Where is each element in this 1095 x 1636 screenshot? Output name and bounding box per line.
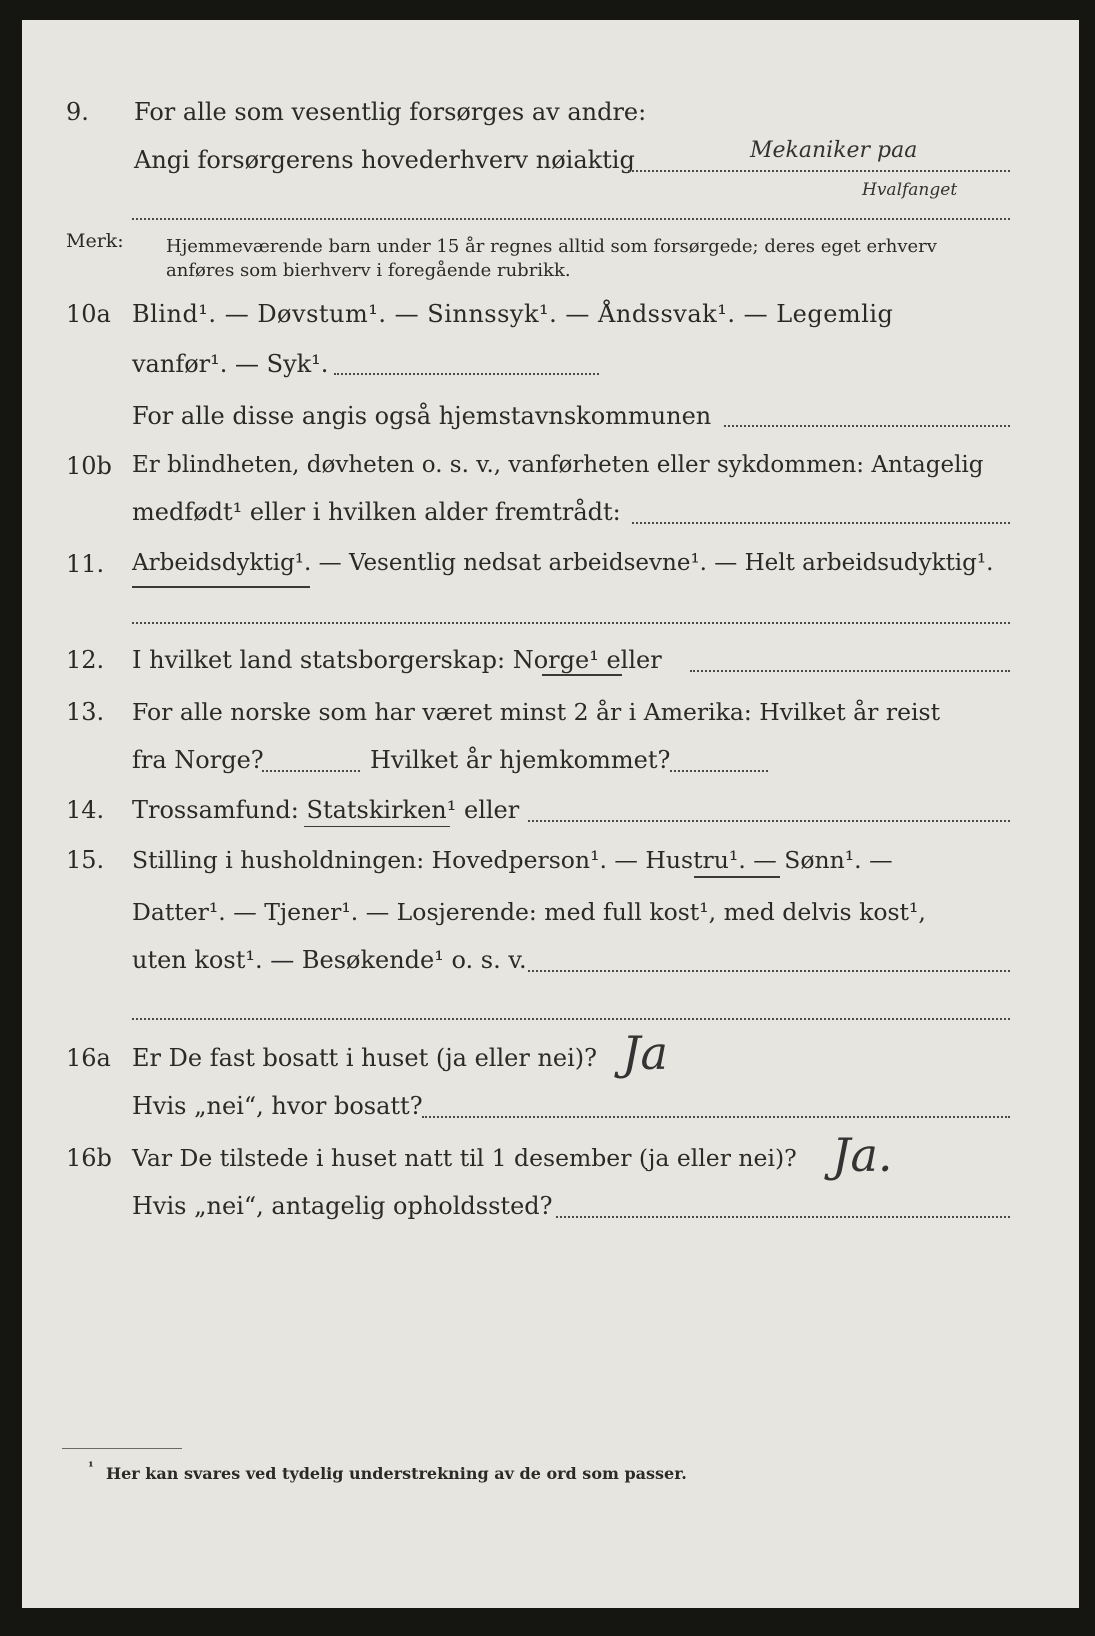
footnote-mark: ¹ xyxy=(88,1460,94,1475)
q11-underline-arbeidsdyktig xyxy=(132,586,310,588)
q10b-line2: medfødt¹ eller i hvilken alder fremtrådt: xyxy=(132,498,621,526)
q14-number: 14. xyxy=(66,796,105,824)
q10a-syk-line xyxy=(334,373,599,375)
q16b-opholdssted-line xyxy=(556,1216,1010,1218)
q16b-answer-handwriting: Ja. xyxy=(832,1128,893,1182)
q13-line2a: fra Norge? xyxy=(132,746,264,774)
q10a-line3: For alle disse angis også hjemstavnskommunen xyxy=(132,402,712,430)
q16a-answer-handwriting: Ja xyxy=(622,1026,668,1080)
q16a-bosatt-line xyxy=(422,1116,1010,1118)
q16a-line2: Hvis „nei“, hvor bosatt? xyxy=(132,1092,423,1120)
q10a-number: 10a xyxy=(66,300,111,328)
q15-answer-line2 xyxy=(132,1018,1010,1020)
merk-label: Merk: xyxy=(66,230,124,252)
q15-answer-line xyxy=(528,970,1010,972)
q14-line1: Trossamfund: Statskirken¹ eller xyxy=(132,796,520,824)
q10b-answer-line xyxy=(632,522,1010,524)
q16b-number: 16b xyxy=(66,1144,112,1172)
q10a-line1: Blind¹. — Døvstum¹. — Sinnssyk¹. — Åndssvak¹. — Legemlig xyxy=(132,300,894,328)
footnote-text: Her kan svares ved tydelig understrekning av de ord som passer. xyxy=(106,1464,687,1483)
q9-answer-handwriting: Mekaniker paa xyxy=(750,138,918,163)
q10b-number: 10b xyxy=(66,452,112,480)
q13-line2b: Hvilket år hjemkommet? xyxy=(370,746,671,774)
q16a-line1: Er De fast bosatt i huset (ja eller nei)? xyxy=(132,1044,598,1072)
q14-underline-statskirken xyxy=(304,826,450,827)
q10a-line2: vanfør¹. — Syk¹. xyxy=(132,350,329,378)
q12-underline-norge xyxy=(542,674,622,676)
q15-line1: Stilling i husholdningen: Hovedperson¹. — Hustru¹. — Sønn¹. — xyxy=(132,846,893,874)
q16b-line2: Hvis „nei“, antagelig opholdssted? xyxy=(132,1192,553,1220)
q10a-kommune-line xyxy=(724,425,1010,427)
q9-line1: For alle som vesentlig forsørges av andre: xyxy=(134,98,647,126)
q11-line1: Arbeidsdyktig¹. — Vesentlig nedsat arbeidsevne¹. — Helt arbeidsudyktig¹. xyxy=(132,550,994,576)
q13-reist-line xyxy=(262,770,360,772)
q9-answer2-handwriting: Hvalfanget xyxy=(862,180,958,200)
q9-answer-line xyxy=(628,170,1010,172)
merk-line2: anføres som bierhverv i foregående rubrikk. xyxy=(166,260,571,281)
q9-answer-line2 xyxy=(132,218,1010,220)
q9-number: 9. xyxy=(66,98,89,126)
q15-line2: Datter¹. — Tjener¹. — Losjerende: med full kost¹, med delvis kost¹, xyxy=(132,898,926,926)
q13-line1: For alle norske som har været minst 2 år i Amerika: Hvilket år reist xyxy=(132,698,941,726)
footnote-rule xyxy=(62,1448,182,1449)
q16a-number: 16a xyxy=(66,1044,111,1072)
q15-line3: uten kost¹. — Besøkende¹ o. s. v. xyxy=(132,946,527,974)
census-form-page xyxy=(22,20,1079,1608)
q12-line1: I hvilket land statsborgerskap: Norge¹ eller xyxy=(132,646,662,674)
q16b-line1: Var De tilstede i huset natt til 1 desember (ja eller nei)? xyxy=(132,1144,797,1172)
q12-number: 12. xyxy=(66,646,105,674)
merk-line1: Hjemmeværende barn under 15 år regnes alltid som forsørgede; deres eget erhverv xyxy=(166,236,937,257)
q9-line2: Angi forsørgerens hovederhverv nøiaktig xyxy=(134,146,635,174)
q11-answer-line xyxy=(132,622,1010,624)
q11-number: 11. xyxy=(66,550,105,578)
q15-number: 15. xyxy=(66,846,105,874)
q13-number: 13. xyxy=(66,698,105,726)
q12-answer-line xyxy=(690,670,1010,672)
q13-hjemkommet-line xyxy=(670,770,768,772)
q10b-line1: Er blindheten, døvheten o. s. v., vanførheten eller sykdommen: Antagelig xyxy=(132,452,984,478)
q15-underline-hustru xyxy=(694,876,780,878)
q14-answer-line xyxy=(528,820,1010,822)
